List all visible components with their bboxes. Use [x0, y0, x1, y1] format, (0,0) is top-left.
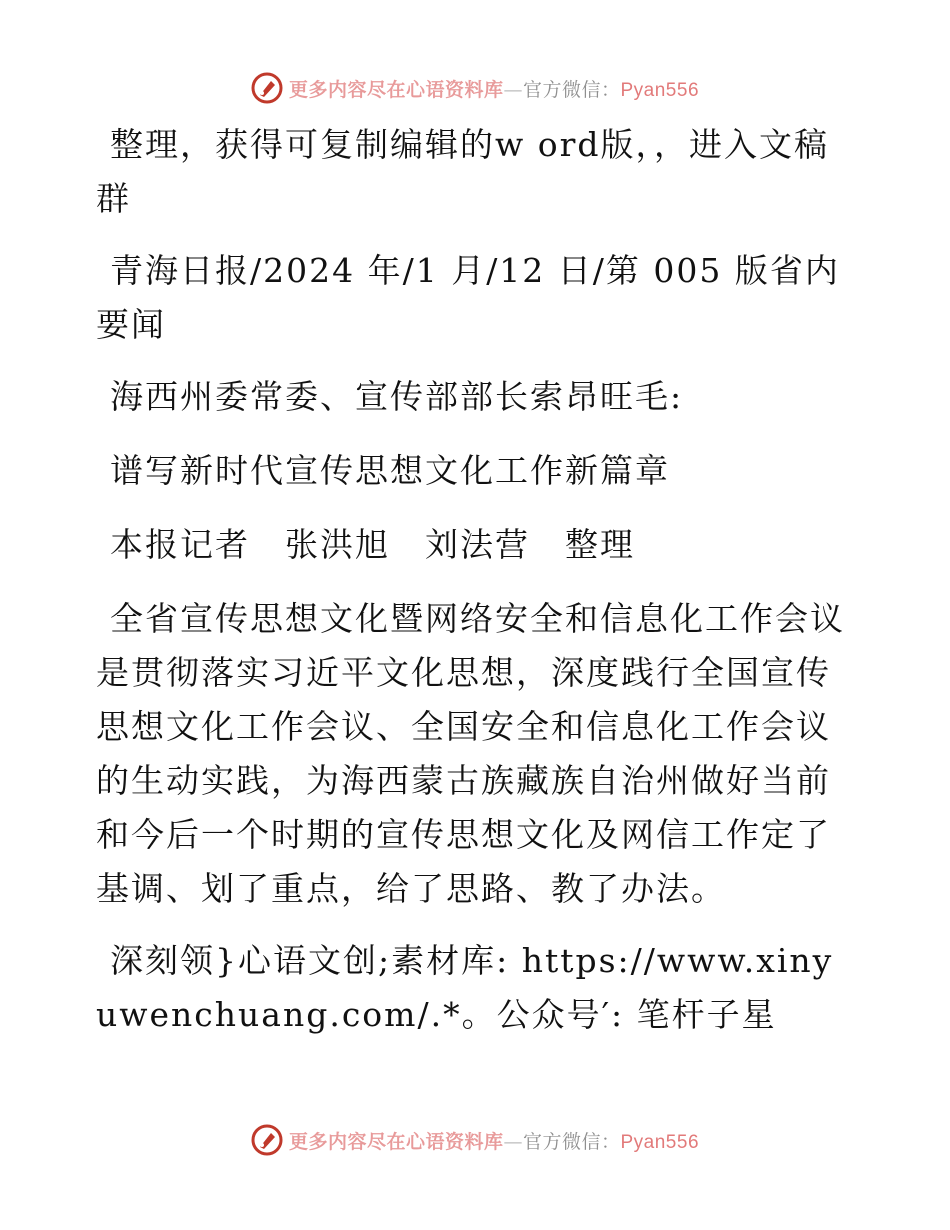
- pen-nib-logo-icon: [251, 1124, 283, 1156]
- paragraph-source: 青海日报/2024 年/1 月/12 日/第 005 版省内要闻: [96, 251, 840, 344]
- paragraph-body: 全省宣传思想文化暨网络安全和信息化工作会议是贯彻落实习近平文化思想，深度践行全国宣传思想文化工作会议、全国安全和信息化工作会议的生动实践，为海西蒙古族藏族自治州做好当前和今后一个时期的宣传思想文化及网信工作定了基调、划了重点，给了思路、教了办法。: [96, 599, 845, 908]
- article-byline: 本报记者 张洪旭 刘法营 整理: [110, 525, 635, 564]
- document-body: [96, 118, 856, 1060]
- paragraph-author-title: 海西州委常委、宣传部部长索昂旺毛:: [110, 377, 684, 416]
- pen-nib-logo-icon: [251, 72, 283, 104]
- header-watermark: [0, 68, 950, 108]
- article-headline: 谱写新时代宣传思想文化工作新篇章: [110, 451, 670, 490]
- watermark-text: 更多内容尽在心语资料库—官方微信：Pyan556: [288, 1130, 700, 1153]
- paragraph-footer-note: 深刻领}心语文创;素材库: https://www.xinyuwenchuang.com/.*。公众号′: 笔杆子星: [96, 941, 834, 1034]
- paragraph-intro: 整理，获得可复制编辑的w ord版，，进入文稿群: [96, 125, 830, 218]
- watermark-text: 更多内容尽在心语资料库—官方微信：Pyan556: [288, 78, 700, 101]
- footer-watermark: [0, 1120, 950, 1160]
